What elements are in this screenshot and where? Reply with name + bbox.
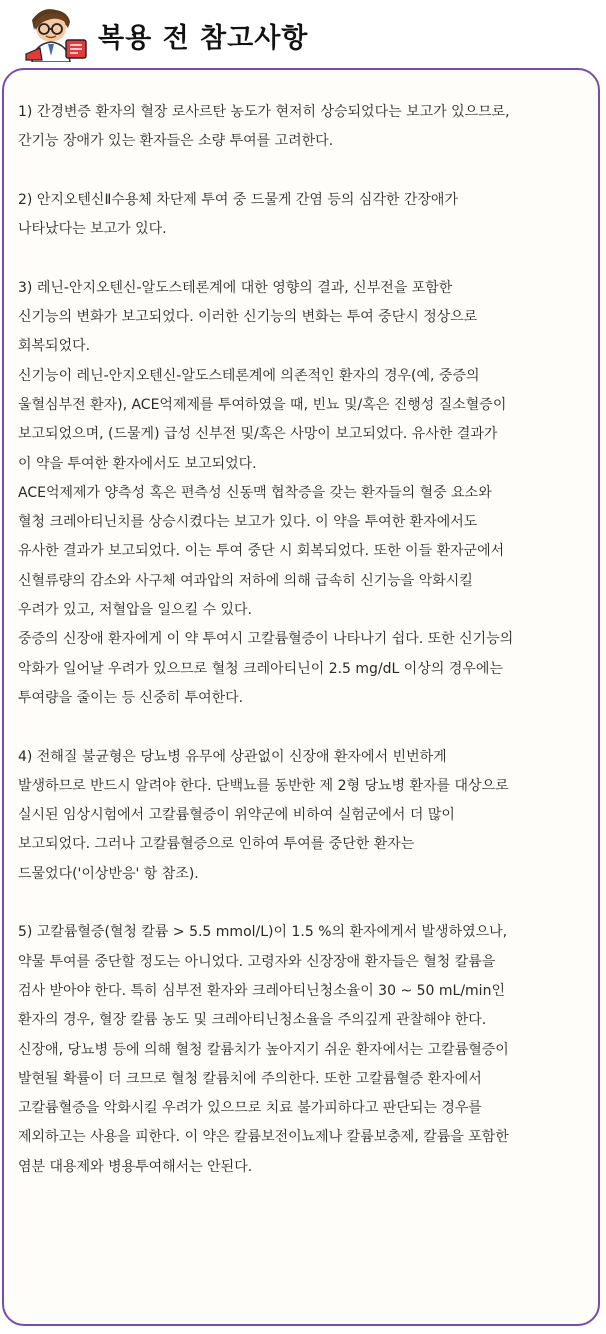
text-line: 2) 안지오텐신Ⅱ수용체 차단제 투여 중 드물게 간염 등의 심각한 간장애가 <box>18 191 458 208</box>
text-line: 이 약을 투여한 환자에서도 보고되었다. <box>18 455 257 472</box>
header <box>0 0 606 68</box>
text-line: 신기능의 변화가 보고되었다. 이러한 신기능의 변화는 투여 중단시 정상으로 <box>18 309 478 326</box>
text-line: 보고되었으며, (드물게) 급성 신부전 및/혹은 사망이 보고되었다. 유사한 결과가 <box>18 426 498 443</box>
text-line: 3) 레닌-안지오텐신-알도스테론계에 대한 영향의 결과, 신부전을 포함한 <box>18 279 453 296</box>
text-line: 혈청 크레아티닌치를 상승시켰다는 보고가 있다. 이 약을 투여한 환자에서도 <box>18 514 478 531</box>
section-5 <box>18 918 586 1182</box>
text-line: 약물 투여를 중단할 정도는 아니었다. 고령자와 신장장애 환자들은 혈청 칼륨을 <box>18 953 496 970</box>
text-line: 고칼륨혈증을 악화시킬 우려가 있으므로 치료 불가피하다고 판단되는 경우를 <box>18 1100 482 1117</box>
text-line: 악화가 일어날 우려가 있으므로 혈청 크레아티닌이 2.5 mg/dL 이상의 경우에는 <box>18 660 503 677</box>
text-line: 우려가 있고, 저혈압을 일으킬 수 있다. <box>18 602 253 619</box>
text-line: 환자의 경우, 혈장 칼륨 농도 및 크레아티닌청소율을 주의깊게 관찰해야 한다. <box>18 1012 487 1029</box>
text-line: 4) 전해질 불균형은 당뇨병 유무에 상관없이 신장애 환자에서 빈번하게 <box>18 748 447 765</box>
text-line: 회복되었다. <box>18 338 91 355</box>
notice-content <box>18 98 586 1182</box>
pharmacist-reading-icon <box>22 4 88 62</box>
section-3 <box>18 274 586 713</box>
text-line: 중증의 신장애 환자에게 이 약 투여시 고칼륨혈증이 나타나기 쉽다. 또한 신기능의 <box>18 631 514 648</box>
text-line: 드물었다('이상반응' 항 참조). <box>18 865 199 882</box>
text-line: 신장애, 당뇨병 등에 의해 혈청 칼륨치가 높아지기 쉬운 환자에서는 고칼륨혈증이 <box>18 1041 509 1058</box>
text-line: 간기능 장애가 있는 환자들은 소량 투여를 고려한다. <box>18 133 334 150</box>
text-line: 검사 받아야 한다. 특히 심부전 환자와 크레아티닌청소율이 30 ~ 50 mL/min인 <box>18 982 505 999</box>
text-line: 5) 고칼륨혈증(혈청 칼륨 > 5.5 mmol/L)이 1.5 %의 환자에게서 발생하였으나, <box>18 924 508 941</box>
section-2 <box>18 186 586 245</box>
text-line: ACE억제제가 양측성 혹은 편측성 신동맥 협착증을 갖는 환자들의 혈중 요소와 <box>18 484 492 501</box>
text-line: 투여량을 줄이는 등 신중히 투여한다. <box>18 689 244 706</box>
text-line: 염분 대용제와 병용투여해서는 안된다. <box>18 1158 253 1175</box>
text-line: 신혈류량의 감소와 사구체 여과압의 저하에 의해 급속히 신기능을 악화시킬 <box>18 572 473 589</box>
text-line: 나타났다는 보고가 있다. <box>18 221 167 238</box>
text-line: 실시된 임상시험에서 고칼륨혈증이 위약군에 비하여 실험군에서 더 많이 <box>18 807 455 824</box>
text-line: 발생하므로 반드시 알려야 한다. 단백뇨를 동반한 제 2형 당뇨병 환자를 대상으로 <box>18 777 509 794</box>
text-line: 보고되었다. 그러나 고칼륨혈증으로 인하여 투여를 중단한 환자는 <box>18 836 415 853</box>
text-line: 유사한 결과가 보고되었다. 이는 투여 중단 시 회복되었다. 또한 이들 환자군에서 <box>18 543 505 560</box>
text-line: 신기능이 레닌-안지오텐신-알도스테론계에 의존적인 환자의 경우(예, 중증의 <box>18 367 480 384</box>
text-line: 1) 간경변증 환자의 혈장 로사르탄 농도가 현저히 상승되었다는 보고가 있으므로, <box>18 104 510 120</box>
page-title: 복용 전 참고사항 <box>98 23 309 54</box>
text-line: 발현될 확률이 더 크므로 혈청 칼륨치에 주의한다. 또한 고칼륨혈증 환자에서 <box>18 1070 482 1087</box>
text-line: 제외하고는 사용을 피한다. 이 약은 칼륨보전이뇨제나 칼륨보충제, 칼륨을 포함한 <box>18 1129 509 1146</box>
section-1 <box>18 98 586 157</box>
section-4 <box>18 743 586 889</box>
text-line: 울혈심부전 환자), ACE억제제를 투여하였을 때, 빈뇨 및/혹은 진행성 질소혈증이 <box>18 396 507 413</box>
